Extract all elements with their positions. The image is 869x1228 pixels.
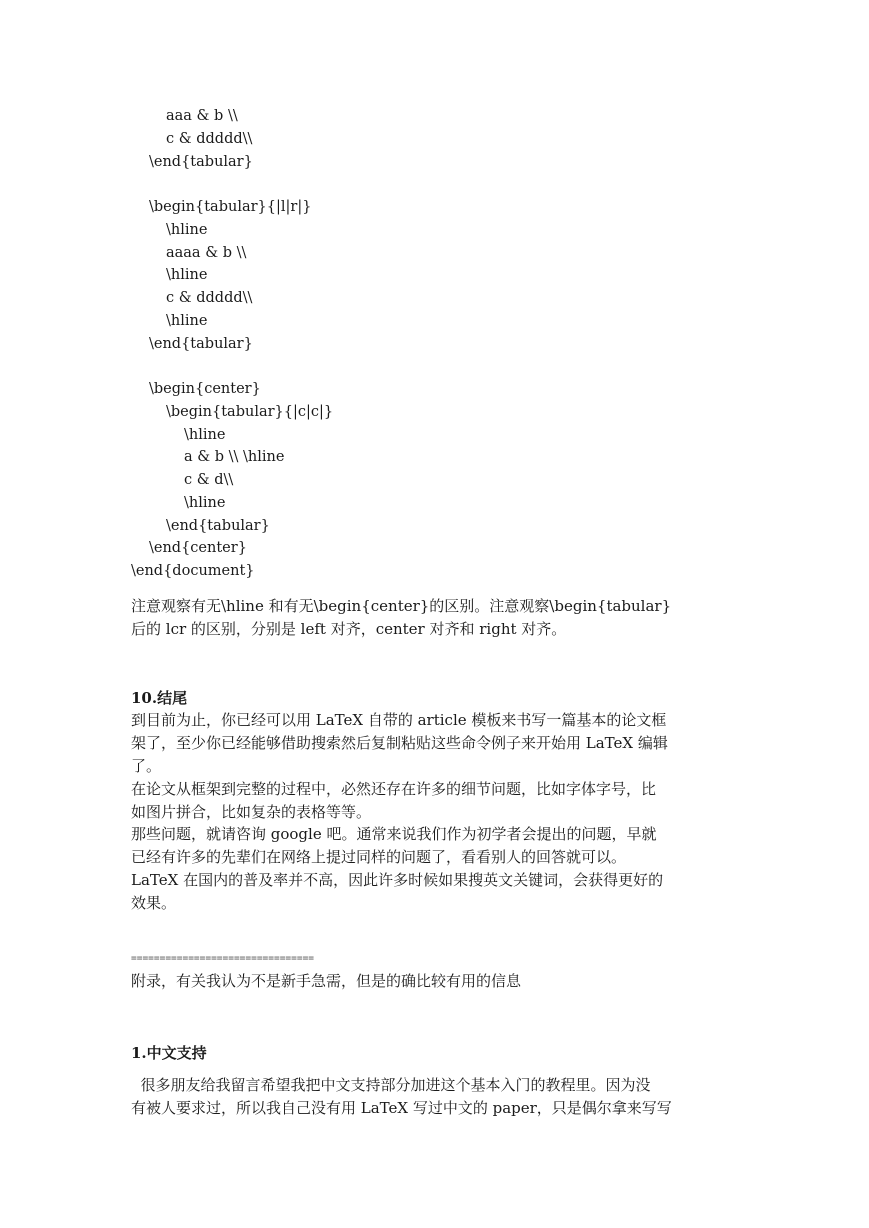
paragraph-line: 到目前为止，你已经可以用 LaTeX 自带的 article 模板来书写一篇基本的论文框 [131,711,667,729]
section-heading: 1.中文支持 [131,1044,207,1062]
paragraph-line: 在论文从框架到完整的过程中，必然还存在许多的细节问题，比如字体字号，比 [131,780,657,798]
code-line: c & ddddd\\ [166,131,253,147]
code-line: \hline [166,267,208,283]
paragraph-line: 有被人要求过，所以我自己没有用 LaTeX 写过中文的 paper，只是偶尔拿来写写 [131,1099,672,1117]
code-line: \end{center} [149,540,247,556]
code-line: c & d\\ [184,472,234,488]
paragraph-line: 很多朋友给我留言希望我把中文支持部分加进这个基本入门的教程里。因为没 [131,1076,651,1094]
code-line: \begin{center} [149,381,261,397]
paragraph-line: 效果。 [131,894,177,912]
divider-line: ================================ [131,953,315,964]
note-line: 注意观察有无\hline 和有无\begin{center}的区别。注意观察\begin{tabular} [131,597,672,615]
code-line: \hline [166,313,208,329]
paragraph-line: 了。 [131,757,162,775]
paragraph-line: 已经有许多的先辈们在网络上提过同样的问题了，看看别人的回答就可以。 [131,848,627,866]
code-line: \end{document} [131,563,255,579]
code-line: \hline [184,495,226,511]
code-line: \end{tabular} [149,336,253,352]
code-line: a & b \\ \hline [184,449,285,465]
note-line: 后的 lcr 的区别，分别是 left 对齐，center 对齐和 right 对齐。 [131,620,567,638]
appendix-title: 附录，有关我认为不是新手急需，但是的确比较有用的信息 [131,972,522,990]
code-line: \begin{tabular}{|l|r|} [149,199,312,215]
code-line: \end{tabular} [166,518,270,534]
section-heading: 10.结尾 [131,689,188,707]
paragraph-line: 那些问题，就请咨询 google 吧。通常来说我们作为初学者会提出的问题，早就 [131,825,657,843]
code-line: \hline [184,427,226,443]
code-line: \hline [166,222,208,238]
paragraph-line: LaTeX 在国内的普及率并不高，因此许多时候如果搜英文关键词，会获得更好的 [131,871,664,889]
code-line: aaa & b \\ [166,108,238,124]
code-line: aaaa & b \\ [166,245,247,261]
code-line: \end{tabular} [149,154,253,170]
paragraph-line: 如图片拼合，比如复杂的表格等等。 [131,803,372,821]
paragraph-line: 架了，至少你已经能够借助搜索然后复制粘贴这些命令例子来开始用 LaTeX 编辑 [131,734,668,752]
code-line: c & ddddd\\ [166,290,253,306]
code-line: \begin{tabular}{|c|c|} [166,404,334,420]
